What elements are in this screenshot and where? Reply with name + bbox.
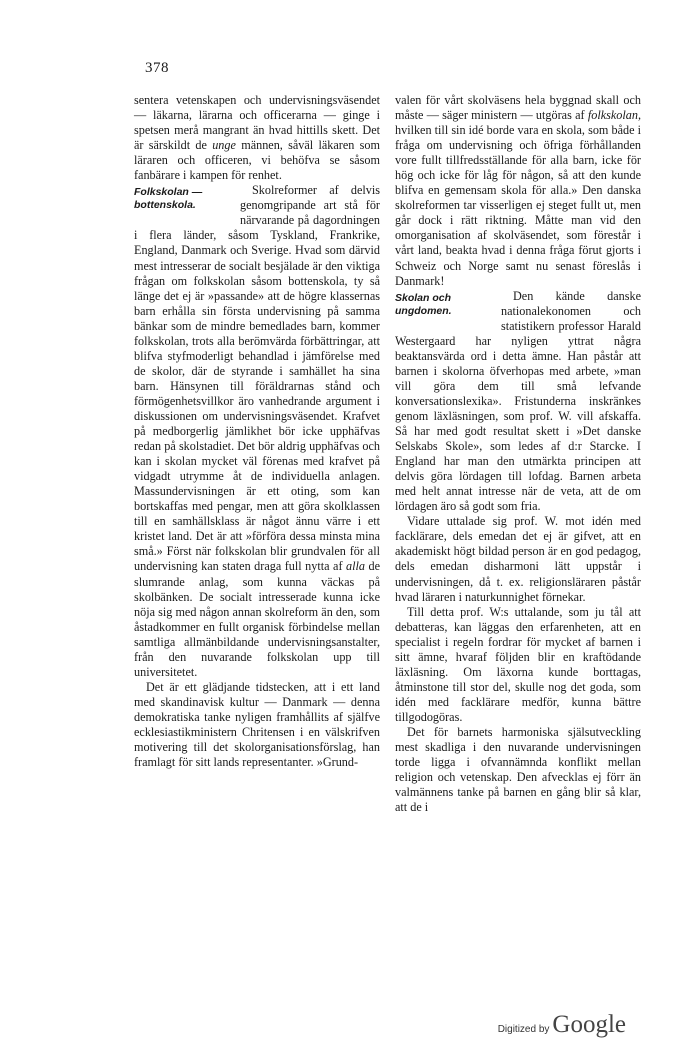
digitized-by-google-watermark xyxy=(498,1011,626,1039)
sidenote-skolan: Skolan och ungdomen. xyxy=(395,291,452,317)
page-number: 378 xyxy=(145,60,169,76)
right-paragraph-2: Skolan och ungdomen. Den kände danske nationalekonomen och statistikern professor Harald Westergaard har nyligen yttrat några beaktansvärda ord i detta ämne. Han påstår att barnen i skolorna öfverhopas med arbete, »man vill göra dem till små lefvande konversationslexika». Fristunderna inskränkes genom läxläsningen, som prof. W. vill afskaffa. Så har med godt resultat skett i »Det danske Selskabs Skole», som ledes af d:r Starcke. I England har man den utmärkta principen att delvis göra lördagen till lofdag. Barnen arbeta med helt annat intresse när de veta, att de om lördagen äro så godt som fria. xyxy=(395,288,641,514)
left-paragraph-1: sentera vetenskapen och undervisningsväsendet — läkarna, lärarna och officerarna — ginge i spetsen merå mangrant än hvad hittills skett. Det är särskildt de unge männen, såväl läkaren som läraren och officeren, vi behöfva se såsom fanbärare i kampen för renhet. xyxy=(134,93,380,183)
left-paragraph-2: Folkskolan — bottenskola. Skolreformer af delvis genomgripande art stå för närvarande på dagordningen i flera länder, såsom Tyskland, Frankrike, England, Danmark och Sverige. Hvad som därvid mest intresserar de socialt besjälade är den viktiga frågan om folkskolan såsom bottenskola, ty så länge det ej är »passande» att de högre klassernas barn erhålla sin första undervisning på samma bänkar som de mindre bemedlades barn, kommer folkskolan, trots alla berömvärda förbättringar, att blifva styfmoderligt behandlad i jämförelse med de skolor, där de styrande i samhället ha sina barn. Hänsynen till föräldrarnas stånd och förmögenhetsvillkor äro vanhedrande argument i diskussionen om undervisningsväsendet. Krafvet på medborgerlig jämlikhet bör icke upphäfvas redan på skolstadiet. Det bör aldrig upphäfvas och kan i skolan mycket väl förenas med krafvet på vidgadt utrymme åt de individuella anlagen. Massundervisningen är ett oting, som kan bortskaffas med pengar, men att göra skolklassen till en samhällsklass är något ännu värre i ett kristet land. Det är att »förföra dessa minsta mina små.» Först när folkskolan blir grundvalen för all undervisning kan staten draga full nytta af alla de slumrande anlag, som kunna väckas på skolbänken. De socialt intresserade kunna icke nöja sig med någon annan skolreform än den, som åstadkommer en fullt organisk förbindelse mellan samtliga allmänbildande undervisningsanstalter, från den nuvarande folkskolan upp till universitetet. xyxy=(134,183,381,679)
digitized-by-label: Digitized by xyxy=(497,1024,550,1035)
right-paragraph-4: Till detta prof. W:s uttalande, som ju tål att debatteras, kan läggas den erfarenheten, att en specialist i regeln fordrar för mycket af barnen i sitt ämne, hvaraf följden blir en kraftödande läxläsning. Om läxorna kunde borttagas, åtminstone till stor del, skulle nog det goda, som idén med facklärare medför, kunna bättre tillgodogöras. xyxy=(395,604,641,724)
right-paragraph-3: Vidare uttalade sig prof. W. mot idén med facklärare, dels emedan det ej är gifvet, att en akademiskt högt bildad person är en god pedagog, dels emedan disharmoni lätt uppstår i undervisningen, då t. ex. religionsläraren påstår hvad läraren i naturkunnighet förnekar. xyxy=(395,514,641,604)
google-logo: Google xyxy=(552,1011,626,1038)
sidenote-folkskolan: Folkskolan — bottenskola. xyxy=(134,186,203,212)
left-paragraph-3: Det är ett glädjande tidstecken, att i ett land med skandinavisk kultur — Danmark — denna demokratiska tanke nyligen framhållits af själfve ecklesiastikministern Chritensen i en välskrifven motivering till det skolorganisationsförslag, han framlagt för sitt lands representanter. »Grund- xyxy=(134,679,380,770)
right-paragraph-5: Det för barnets harmoniska själsutveckling mest skadliga i den nuvarande undervisningen torde ligga i ofvannämnda konflikt mellan religion och vetenskap. Den afvecklas ej förr än valmännens tanke på barnen en gång blir så klar, att de i xyxy=(395,724,641,815)
right-paragraph-1: valen för vårt skolväsens hela byggnad skall och måste — säger ministern — utgöras af folkskolan, hvilken till sin idé borde vara en skola, som både i fråga om undervisning och öfriga förhållanden vore fullt tillfredsställande för alla barn, icke för hög och icke för låg för någon, så att den kunde blifva en gemensam skola för alla.» Den danska skolreformen tar visserligen ej steget fullt ut, men går dock i rätt riktning. Måtte man vid den omorganisation af skolväsendet, som förestår i vårt land, beakta hvad i denna fråga förut gjorts i Schweiz och Norge samt nu senast föreslås i Danmark! xyxy=(395,93,641,288)
left-column xyxy=(134,93,380,770)
right-column xyxy=(395,93,641,815)
